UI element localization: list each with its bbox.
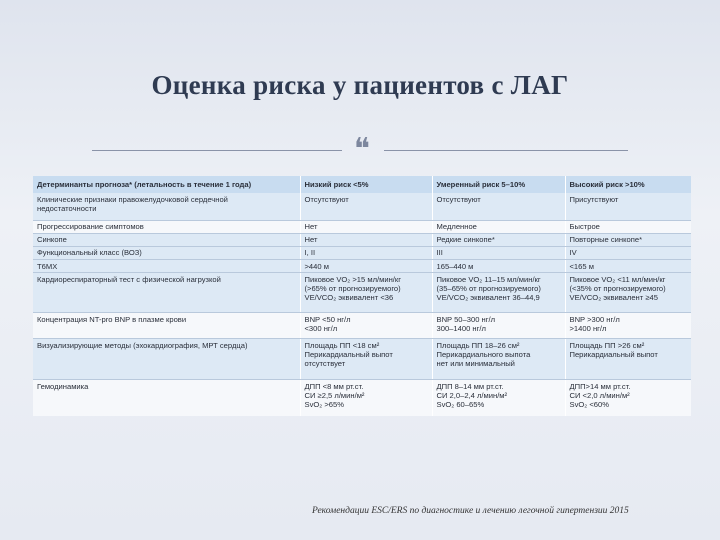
table-cell	[300, 246, 432, 259]
cell-line: Присутствуют	[569, 194, 619, 204]
cell-line: Отсутствуют	[436, 194, 481, 204]
table-cell	[432, 273, 565, 313]
cell-line: нет или минимальный	[436, 359, 515, 369]
table-cell	[300, 233, 432, 246]
cell-line: ДПП>14 мм рт.ст.	[569, 381, 631, 391]
table-cell	[565, 233, 691, 246]
cell-line: (>65% от прогнозируемого)	[304, 284, 401, 294]
table-cell	[432, 233, 565, 246]
table-cell	[565, 193, 691, 220]
cell-line: Кардиореспираторный тест с физической нагрузкой	[37, 274, 221, 284]
table-cell	[432, 260, 565, 273]
header-moderate-risk: Умеренный риск 5–10%	[432, 176, 565, 193]
cell-line: BNP <50 нг/л	[304, 314, 351, 324]
table-cell	[565, 339, 691, 380]
table-cell	[565, 313, 691, 339]
header-high-risk: Высокий риск >10%	[565, 176, 691, 193]
table-row	[33, 260, 691, 273]
divider-right	[384, 150, 628, 151]
cell-line: Визуализирующие методы (эхокардиография, МРТ сердца)	[37, 340, 248, 350]
table-cell	[300, 193, 432, 220]
cell-line: Быстрое	[569, 222, 600, 231]
cell-line: отсутствует	[304, 359, 346, 369]
cell-line: Перикардиального выпота	[436, 350, 531, 360]
cell-line: недостаточности	[37, 203, 97, 213]
table-row	[33, 339, 691, 380]
cell-line: SvO₂ 60–65%	[436, 400, 485, 410]
cell-line: Площадь ПП >26 см²	[569, 340, 645, 350]
cell-line: Пиковое VO₂ >15 мл/мин/кг	[304, 274, 401, 284]
cell-line: ДПП 8–14 мм рт.ст.	[436, 381, 504, 391]
table-cell	[300, 339, 432, 380]
cell-line: Перикардиальный выпот	[304, 350, 393, 360]
cell-line: СИ <2,0 л/мин/м²	[569, 391, 630, 401]
table-row	[33, 380, 691, 416]
header-determinants: Детерминанты прогноза* (летальность в течение 1 года)	[33, 176, 300, 193]
cell-line: Функциональный класс (ВОЗ)	[37, 248, 142, 258]
cell-line: Медленное	[436, 222, 477, 231]
cell-line: Нет	[304, 235, 318, 245]
header-low-risk: Низкий риск <5%	[300, 176, 432, 193]
table-cell	[565, 220, 691, 233]
table-cell	[300, 220, 432, 233]
source-caption: Рекомендации ESC/ERS по диагностике и лечению легочной гипертензии 2015	[312, 506, 629, 516]
cell-line: IV	[569, 248, 577, 258]
cell-line: >1400 нг/л	[569, 324, 607, 334]
table-cell	[33, 273, 300, 313]
table-row	[33, 246, 691, 259]
table-cell	[565, 246, 691, 259]
table-cell	[432, 193, 565, 220]
table-cell	[300, 273, 432, 313]
cell-line: (35–65% от прогнозируемого)	[436, 284, 541, 294]
table-header-row	[33, 176, 691, 193]
cell-line: Синкопе	[37, 235, 67, 245]
table-row	[33, 220, 691, 233]
cell-line: ДПП <8 мм рт.ст.	[304, 381, 364, 391]
table-cell	[565, 273, 691, 313]
table-cell	[33, 193, 300, 220]
table-row	[33, 273, 691, 313]
cell-line: Клинические признаки правожелудочковой сердечной	[37, 194, 228, 204]
table-cell	[33, 339, 300, 380]
risk-table	[33, 176, 691, 416]
cell-line: Прогрессирование симптомов	[37, 222, 144, 231]
cell-line: Отсутствуют	[304, 194, 349, 204]
table-row	[33, 313, 691, 339]
table-cell	[432, 246, 565, 259]
slide-title: Оценка риска у пациентов с ЛАГ	[151, 70, 569, 100]
table-cell	[33, 380, 300, 416]
cell-line: VE/VCO₂ эквивалент ≥45	[569, 293, 658, 303]
cell-line: Т6МХ	[37, 261, 58, 271]
table-row	[33, 233, 691, 246]
table-cell	[432, 313, 565, 339]
table-cell	[432, 220, 565, 233]
cell-line: СИ ≥2,5 л/мин/м²	[304, 391, 365, 401]
cell-line: VE/VCO₂ эквивалент 36–44,9	[436, 293, 540, 303]
cell-line: 300–1400 нг/л	[436, 324, 486, 334]
cell-line: Редкие синкопе*	[436, 235, 495, 245]
cell-line: Гемодинамика	[37, 381, 89, 391]
cell-line: Пиковое VO₂ 11–15 мл/мин/кг	[436, 274, 541, 284]
table-cell	[33, 233, 300, 246]
cell-line: <165 м	[569, 261, 594, 271]
cell-line: 165–440 м	[436, 261, 474, 271]
table-cell	[33, 313, 300, 339]
cell-line: >440 м	[304, 261, 329, 271]
table-cell	[33, 220, 300, 233]
cell-line: Пиковое VO₂ <11 мл/мин/кг	[569, 274, 666, 284]
divider-left	[92, 150, 342, 151]
table-cell	[565, 380, 691, 416]
cell-line: Концентрация NT-pro BNP в плазме крови	[37, 314, 187, 324]
cell-line: BNP 50–300 нг/л	[436, 314, 496, 324]
cell-line: Повторные синкопе*	[569, 235, 643, 245]
table-cell	[33, 246, 300, 259]
cell-line: Нет	[304, 222, 318, 231]
table-cell	[432, 339, 565, 380]
table-cell	[300, 380, 432, 416]
ornament-icon: ❝	[353, 132, 371, 167]
cell-line: Площадь ПП <18 см²	[304, 340, 380, 350]
cell-line: SvO₂ <60%	[569, 400, 609, 410]
cell-line: SvO₂ >65%	[304, 400, 344, 410]
cell-line: <300 нг/л	[304, 324, 338, 334]
cell-line: СИ 2,0–2,4 л/мин/м²	[436, 391, 508, 401]
table-cell	[565, 260, 691, 273]
table-cell	[33, 260, 300, 273]
cell-line: Перикардиальный выпот	[569, 350, 658, 360]
cell-line: BNP >300 нг/л	[569, 314, 620, 324]
table-cell	[300, 313, 432, 339]
table-row	[33, 193, 691, 220]
cell-line: VE/VCO₂ эквивалент <36	[304, 293, 394, 303]
cell-line: (<35% от прогнозируемого)	[569, 284, 666, 294]
cell-line: I, II	[304, 248, 316, 258]
cell-line: III	[436, 248, 443, 258]
table-cell	[300, 260, 432, 273]
table-cell	[432, 380, 565, 416]
cell-line: Площадь ПП 18–26 см²	[436, 340, 520, 350]
